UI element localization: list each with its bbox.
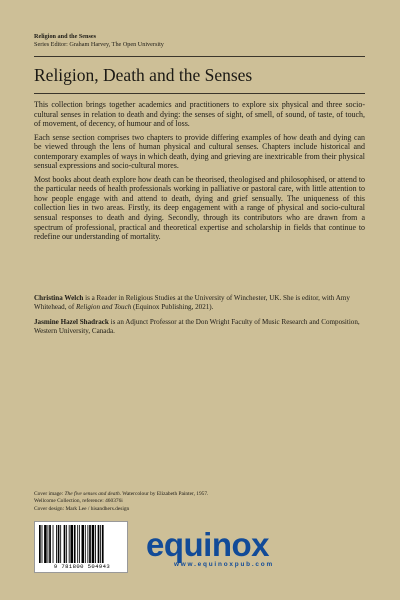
barcode-bar: [56, 525, 57, 563]
barcode-bar: [100, 525, 101, 563]
barcode-bar: [39, 525, 41, 563]
cover-credits: [34, 491, 284, 513]
publisher-name: equinox: [146, 526, 270, 563]
barcode-bar: [82, 525, 85, 563]
bio-name: Jasmine Hazel Shadrack: [34, 317, 109, 326]
barcode-bar: [58, 525, 60, 563]
book-title: Religion, Death and the Senses: [34, 65, 253, 85]
title-divider: [34, 93, 365, 94]
barcode-bar: [92, 525, 95, 563]
series-editor: Series Editor: Graham Harvey, The Open University: [34, 41, 164, 49]
design-credit: Cover design: Mark Lee / hisandhers.design: [34, 505, 130, 512]
bio-text-end: (Equinox Publishing, 2021).: [131, 303, 214, 312]
series-info: [34, 33, 164, 49]
barcode-bar: [77, 525, 78, 563]
bio-editor-1: [34, 294, 365, 313]
bio-text: is a Reader in Religious Studies at the University of Winchester, UK. She is editor, with Amy Whitehead, of: [34, 294, 350, 312]
cover-image-credit: Cover image: The five senses and death. Watercolour by Elizabeth Painter, 1957.: [34, 491, 209, 497]
contributor-bios: [34, 294, 365, 341]
barcode-bar: [53, 525, 54, 563]
barcode-bar: [42, 525, 43, 563]
barcode-bar: [64, 525, 66, 563]
blurb-paragraph: This collection brings together academics and practitioners to explore six physical and three socio-cultural senses in relation to death and dying: the senses of sight, of smell, of sound, of taste, of touch, of movement, of decency, of humour and of loss.: [34, 100, 365, 129]
blurb-paragraph: Each sense section comprises two chapters to provide differing examples of how death and dying can be viewed through the lens of human physical and cultural senses. Chapters include historical and contemporary examples of ways in which death, dying and grieving are inextricable from their physical sensual expressions and socio-cultural mores.: [34, 132, 365, 171]
barcode-bar: [85, 525, 86, 563]
barcode-bar: [102, 525, 104, 563]
blurb: [34, 100, 365, 246]
bio-text: is an Adjunct Professor at the Don Wright Faculty of Music Research and Composition, Western University, Canada.: [34, 317, 360, 335]
barcode-bar: [79, 525, 80, 563]
isbn-number: 9 781800 504943: [53, 563, 111, 570]
barcode-bars: [39, 525, 125, 563]
barcode-bar: [89, 525, 91, 563]
series-title: Religion and the Senses: [34, 33, 97, 40]
barcode-bar: [66, 525, 67, 563]
bio-name: Christina Welch: [34, 294, 84, 302]
top-divider: [34, 56, 365, 57]
publisher-logo: [146, 528, 274, 568]
barcode-bar: [44, 525, 47, 563]
barcode-bar: [48, 525, 49, 563]
publisher-url: www.equinoxpub.com: [174, 561, 274, 568]
barcode-bar: [70, 525, 73, 563]
barcode-bar: [74, 525, 76, 563]
barcode-bar: [98, 525, 100, 563]
collection-credit: Wellcome Collection, reference: 460376i: [34, 498, 123, 505]
barcode-bar: [49, 525, 51, 563]
barcode-bar: [95, 525, 96, 563]
barcode-bar: [87, 525, 88, 563]
bio-editor-2: [34, 318, 365, 337]
barcode-bar: [60, 525, 61, 563]
isbn-barcode: [34, 521, 128, 573]
bio-book-title: Religion and Touch: [75, 303, 132, 312]
blurb-paragraph: Most books about death explore how death can be theorised, theologised and philosophised, or attend to the particular needs of health professionals working in palliative or pastoral care, with little attention to how people engage with and attend to death, dying and grief sensually. The uniqueness of this collection lies in two areas. Firstly, its deep engagement with a range of physical and socio-cultural sensual responses to death and dying. Secondly, through its contributors who are drawn from a spectrum of professional, practical and theoretical expertise and scholarship in fields that continue to redefine our understanding of mortality.: [34, 174, 365, 242]
barcode-bar: [69, 525, 70, 563]
